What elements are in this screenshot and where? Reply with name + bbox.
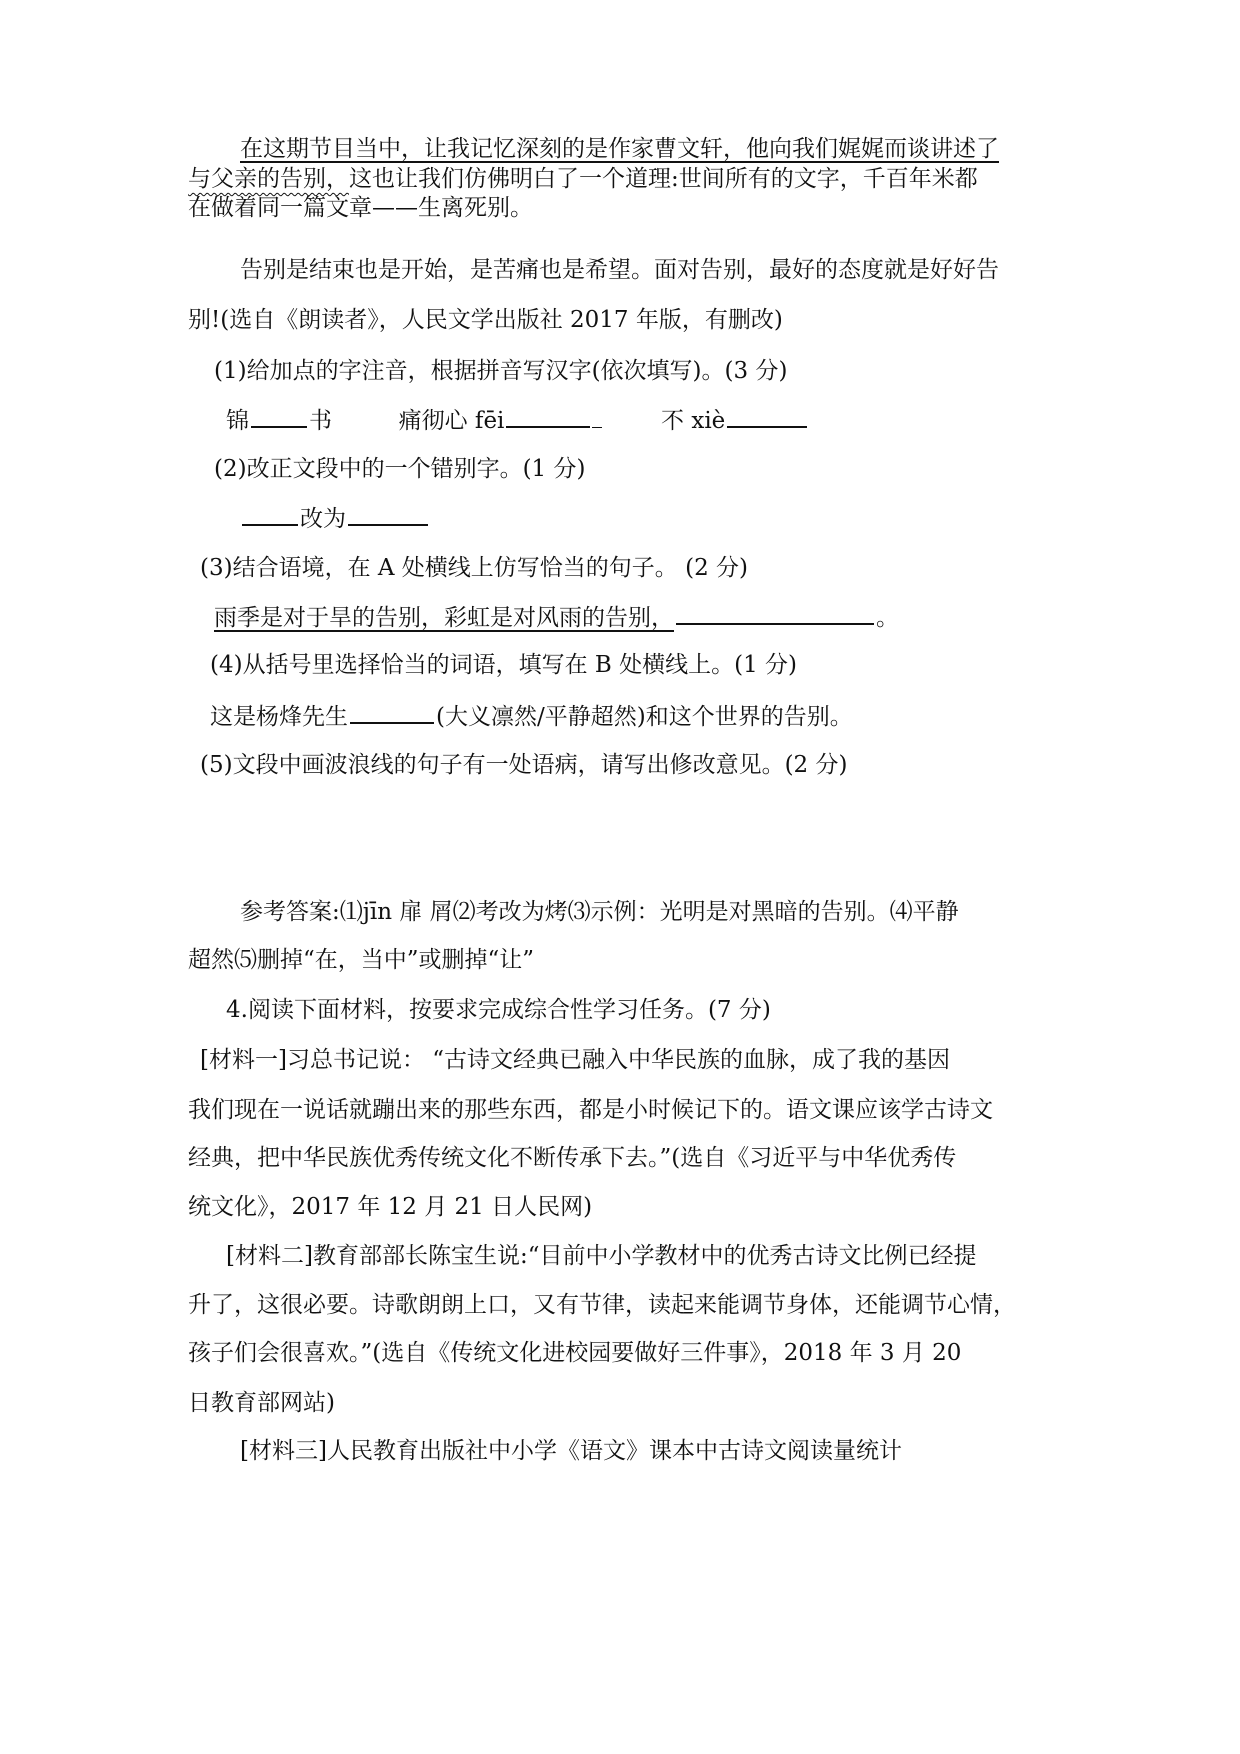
question-3-prompt: 雨季是对于旱的告别，彩虹是对风雨的告别， 。	[214, 601, 899, 633]
passage-line: 在这期节目当中，让我记忆深刻的是作家曹文轩，他向我们娓娓而谈讲述了	[240, 136, 999, 162]
task-4-title: 4.阅读下面材料，按要求完成综合性学习任务。(7 分)	[226, 997, 771, 1023]
answer-blank[interactable]	[676, 601, 874, 625]
passage-line: 告别是结束也是开始，是苦痛也是希望。面对告别，最好的态度就是好好告	[240, 257, 999, 283]
material-1: 经典，把中华民族优秀传统文化不断传承下去。”(选自《习近平与中华优秀传	[188, 1145, 957, 1171]
question-3: (3)结合语境，在 A 处横线上仿写恰当的句子。 (2 分)	[200, 555, 749, 581]
answer-blank[interactable]	[348, 502, 428, 526]
wavy-sentence-end: 与父亲的告别，	[188, 166, 349, 192]
question-4-prompt: 这是杨烽先生 (大义凛然/平静超然)和这个世界的告别。	[210, 700, 853, 732]
material-2: 孩子们会很喜欢。”(选自《传统文化进校园要做好三件事》，2018 年 3 月 20	[188, 1340, 962, 1366]
passage-line: 与父亲的告别，这也让我们仿佛明白了一个道理:世间所有的文字，千百年米都	[188, 166, 978, 192]
answer-blank[interactable]	[251, 404, 307, 428]
question-4: (4)从括号里选择恰当的词语，填写在 B 处横线上。(1 分)	[210, 652, 797, 678]
material-2: [材料二]教育部部长陈宝生说:“目前中小学教材中的优秀古诗文比例已经提	[226, 1243, 977, 1269]
answer-blank[interactable]	[350, 700, 434, 724]
material-1: [材料一]习总书记说： “古诗文经典已融入中华民族的血脉，成了我的基因	[200, 1047, 951, 1073]
reference-answer: 参考答案:⑴jīn 扉 屑⑵考改为烤⑶示例：光明是对黑暗的告别。⑷平静	[240, 899, 959, 925]
question-5: (5)文段中画波浪线的句子有一处语病，请写出修改意见。(2 分)	[200, 752, 848, 778]
question-2: (2)改正文段中的一个错别字。(1 分)	[214, 456, 586, 482]
reference-answer: 超然⑸删掉“在，当中”或删掉“让”	[188, 947, 535, 973]
passage-line: 别!(选自《朗读者》，人民文学出版社 2017 年版，有删改)	[188, 307, 783, 333]
material-2: 升了，这很必要。诗歌朗朗上口，又有节律，读起来能调节身体，还能调节心情，	[188, 1292, 1016, 1318]
passage-line: 在做着同一篇文章——生离死别。	[188, 195, 533, 221]
question-1-blanks: 锦 书 痛彻心 fēi 不 xiè	[226, 404, 809, 436]
answer-blank[interactable]	[242, 502, 298, 526]
material-2: 日教育部网站)	[188, 1390, 335, 1416]
question-2-blanks: 改为	[240, 502, 430, 534]
answer-blank[interactable]	[727, 404, 807, 428]
question-1: (1)给加点的字注音，根据拼音写汉字(依次填写)。(3 分)	[214, 358, 788, 384]
material-3: [材料三]人民教育出版社中小学《语文》课本中古诗文阅读量统计	[240, 1438, 902, 1464]
answer-blank-tail	[592, 407, 602, 428]
material-1: 统文化》，2017 年 12 月 21 日人民网)	[188, 1194, 593, 1220]
material-1: 我们现在一说话就蹦出来的那些东西，都是小时候记下的。语文课应该学古诗文	[188, 1097, 993, 1123]
answer-blank[interactable]	[506, 404, 590, 428]
